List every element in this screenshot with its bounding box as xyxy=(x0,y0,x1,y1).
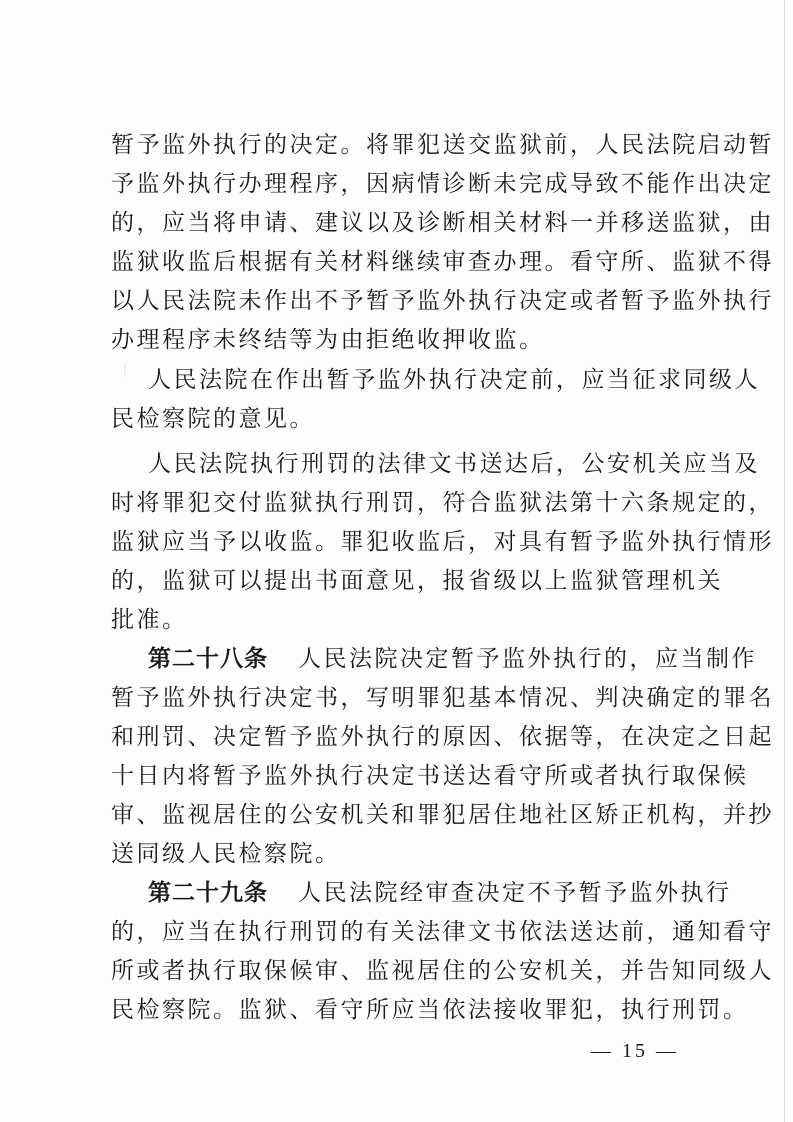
text-line: 予监外执行办理程序，因病情诊断未完成导致不能作出决定 xyxy=(111,171,774,197)
text-line: 暂予监外执行的决定。将罪犯送交监狱前，人民法院启动暂 xyxy=(111,132,774,158)
article-29-first-line xyxy=(148,873,732,913)
text-line: 十日内将暂予监外执行决定书送达看守所或者执行取保候 xyxy=(111,763,749,789)
text-line: 时将罪犯交付监狱执行刑罚，符合监狱法第十六条规定的， xyxy=(111,490,774,516)
scan-artifact: ｜ xyxy=(118,363,132,379)
page-edge-line xyxy=(784,0,785,1122)
text-line: 送同级人民检察院。 xyxy=(111,841,341,867)
article-28-heading: 第二十八条 xyxy=(148,646,268,672)
text-line: 批准。 xyxy=(111,607,188,633)
text-line: 人民法院执行刑罚的法律文书送达后，公安机关应当及 xyxy=(148,451,760,477)
text-line: 民检察院的意见。 xyxy=(111,406,315,432)
text-line: 暂予监外执行决定书，写明罪犯基本情况、判决确定的罪名 xyxy=(111,685,774,711)
text-line: 审、监视居住的公安机关和罪犯居住地社区矫正机构，并抄 xyxy=(111,802,774,828)
article-28-first-line xyxy=(148,639,757,679)
text-line: 以人民法院未作出不予暂予监外执行决定或者暂予监外执行 xyxy=(111,288,774,314)
page-number: — 15 — xyxy=(591,1040,679,1062)
text-line: 的，监狱可以提出书面意见，报省级以上监狱管理机关 xyxy=(111,568,723,594)
text-line: 监狱收监后根据有关材料继续审查办理。看守所、监狱不得 xyxy=(111,249,774,275)
article-29-heading: 第二十九条 xyxy=(148,880,268,906)
text-line: 民检察院。监狱、看守所应当依法接收罪犯，执行刑罚。 xyxy=(111,997,749,1023)
text-line: 人民法院在作出暂予监外执行决定前，应当征求同级人 xyxy=(148,367,760,393)
text-line: 监狱应当予以收监。罪犯收监后，对具有暂予监外执行情形 xyxy=(111,529,774,555)
text-line: 人民法院经审查决定不予暂予监外执行 xyxy=(298,880,732,906)
text-line: 和刑罚、决定暂予监外执行的原因、依据等，在决定之日起 xyxy=(111,724,774,750)
text-line: 人民法院决定暂予监外执行的，应当制作 xyxy=(298,646,757,672)
text-line: 所或者执行取保候审、监视居住的公安机关，并告知同级人 xyxy=(111,958,774,984)
text-line: 的，应当在执行刑罚的有关法律文书依法送达前，通知看守 xyxy=(111,919,774,945)
text-line: 办理程序未终结等为由拒绝收押收监。 xyxy=(111,327,545,353)
text-line: 的，应当将申请、建议以及诊断相关材料一并移送监狱，由 xyxy=(111,210,774,236)
